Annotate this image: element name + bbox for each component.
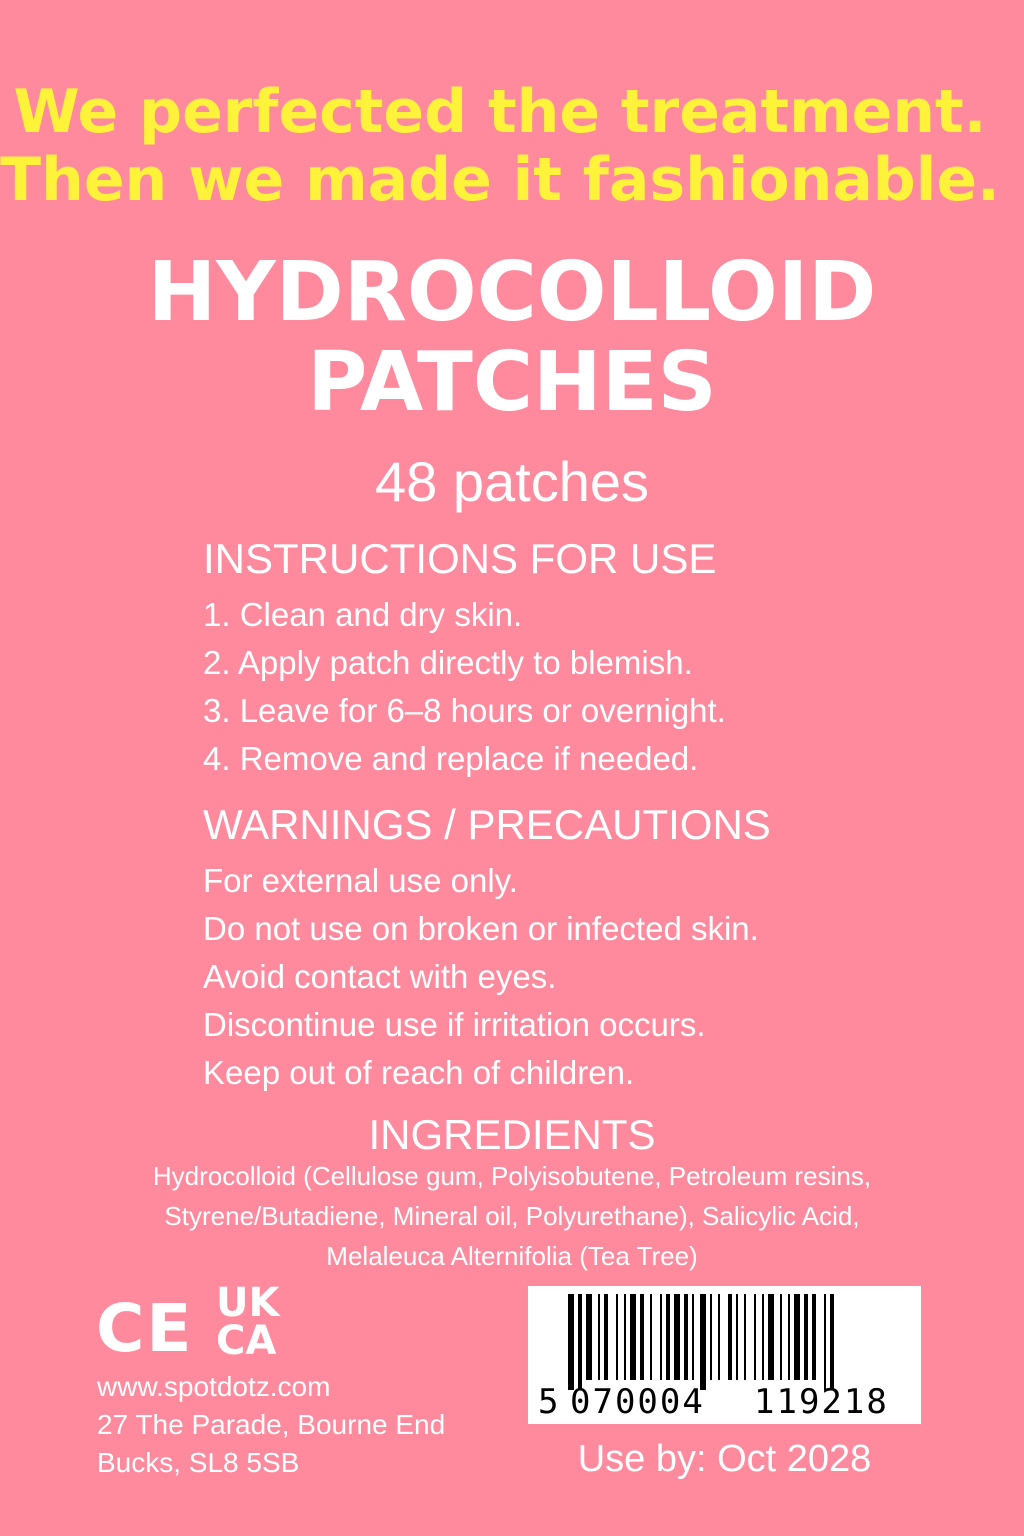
barcode-bar <box>630 1294 636 1380</box>
barcode-bar <box>700 1294 706 1390</box>
instruction-step: 1. Clean and dry skin. <box>203 596 523 633</box>
barcode-bar <box>692 1294 694 1380</box>
instruction-step: 3. Leave for 6–8 hours or overnight. <box>203 692 726 729</box>
barcode-bar <box>830 1294 834 1390</box>
warnings-heading: WARNINGS / PRECAUTIONS <box>203 801 771 848</box>
barcode-bar <box>754 1294 756 1380</box>
use-by-date: Use by: Oct 2028 <box>577 1438 872 1480</box>
barcode-bar <box>650 1294 652 1380</box>
product-title-line-2: PATCHES <box>307 335 717 430</box>
ingredients-line: Styrene/Butadiene, Mineral oil, Polyurethane), Salicylic Acid, <box>164 1201 860 1231</box>
ukca-mark-icon <box>216 1280 280 1364</box>
barcode-digits-group-2: 119218 <box>754 1382 889 1422</box>
ingredients-line: Hydrocolloid (Cellulose gum, Polyisobutene, Petroleum resins, <box>152 1161 872 1191</box>
instruction-step: 4. Remove and replace if needed. <box>203 740 699 777</box>
barcode-bar <box>794 1294 800 1380</box>
barcode-bar <box>604 1294 608 1380</box>
instructions-list <box>203 591 726 783</box>
barcode-bar <box>586 1294 592 1380</box>
warning-item: Discontinue use if irritation occurs. <box>203 1006 706 1043</box>
warning-item: Keep out of reach of children. <box>203 1054 635 1091</box>
barcode-bar <box>824 1294 826 1390</box>
barcode-bar <box>780 1294 782 1380</box>
barcode-bar <box>568 1294 574 1390</box>
barcode-bar <box>624 1294 626 1380</box>
barcode-bar <box>788 1294 790 1380</box>
patch-count: 48 patches <box>375 450 649 513</box>
barcode-bar <box>804 1294 808 1380</box>
barcode-bar <box>812 1294 816 1380</box>
instructions-heading: INSTRUCTIONS FOR USE <box>203 535 717 582</box>
ce-mark-icon: CE <box>96 1290 194 1367</box>
tagline-line-2: Then we made it fashionable. <box>0 145 1000 215</box>
warnings-list <box>203 857 759 1097</box>
barcode-bar <box>640 1294 644 1380</box>
barcode-bar <box>744 1294 746 1380</box>
warning-item: Avoid contact with eyes. <box>203 958 557 995</box>
barcode-bar <box>578 1294 582 1390</box>
website: www.spotdotz.com <box>97 1371 331 1402</box>
barcode-bar <box>660 1294 662 1380</box>
barcode-bar <box>674 1294 680 1380</box>
barcode-digits-group-1: 070004 <box>570 1382 705 1422</box>
ukca-mark-bottom: CA <box>216 1318 277 1364</box>
barcode-bar <box>718 1294 720 1380</box>
barcode <box>528 1286 921 1424</box>
barcode-bar <box>710 1294 712 1380</box>
instruction-step: 2. Apply patch directly to blemish. <box>203 644 693 681</box>
barcode-bar <box>762 1294 764 1380</box>
tagline-line-1: We perfected the treatment. <box>13 77 987 147</box>
address-line-1: 27 The Parade, Bourne End <box>97 1409 446 1440</box>
barcode-bar <box>728 1294 732 1380</box>
barcode-digit-first: 5 <box>538 1382 559 1422</box>
barcode-bar <box>768 1294 774 1380</box>
barcode-bar <box>666 1294 670 1380</box>
barcode-bar <box>684 1294 688 1380</box>
warning-item: For external use only. <box>203 862 518 899</box>
company-info <box>97 1368 445 1482</box>
ukca-mark-top: UK <box>216 1280 280 1326</box>
barcode-bar <box>598 1294 600 1380</box>
warning-item: Do not use on broken or infected skin. <box>203 910 759 947</box>
ingredients-heading: INGREDIENTS <box>368 1111 656 1158</box>
barcode-bar <box>736 1294 738 1380</box>
ingredients-line: Melaleuca Alternifolia (Tea Tree) <box>326 1241 698 1271</box>
address-line-2: Bucks, SL8 5SB <box>97 1447 300 1478</box>
product-title-line-1: HYDROCOLLOID <box>147 245 877 340</box>
barcode-bar <box>616 1294 618 1380</box>
